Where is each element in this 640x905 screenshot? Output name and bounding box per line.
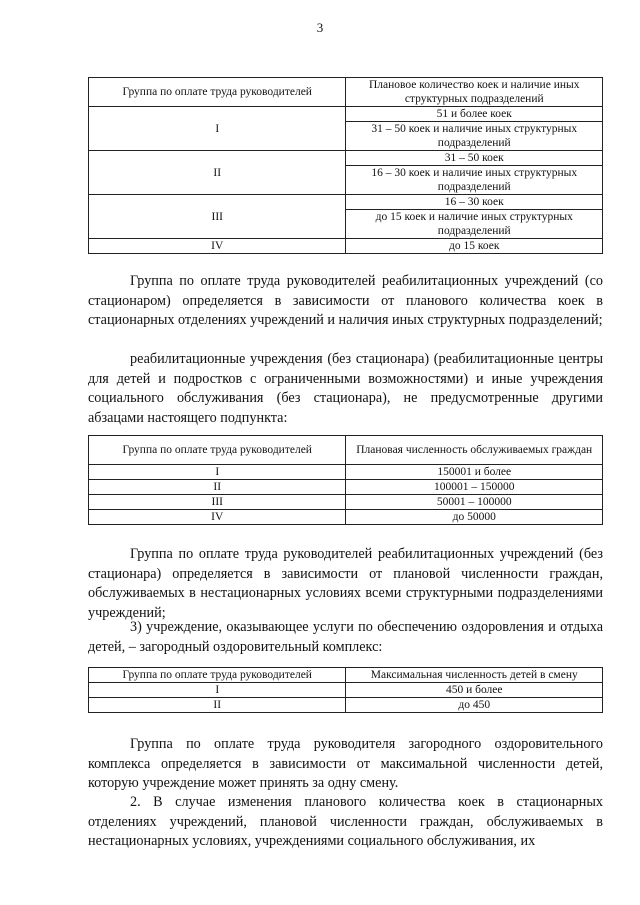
table-row — [89, 510, 603, 525]
table-header-row — [89, 78, 603, 107]
group-cell: III — [89, 495, 346, 510]
criteria-cell: 31 – 50 коек — [346, 151, 603, 166]
paragraph: Группа по оплате труда руководителей реабилитационных учреждений (со стационаром) определяется в зависимости от планового количества коек в стационарных отделениях учреждений и наличия иных структурных подразделений; — [88, 273, 603, 328]
value-cell: 150001 и более — [346, 465, 603, 480]
group-cell: I — [89, 465, 346, 480]
table-row — [89, 195, 603, 210]
table-children — [88, 667, 603, 713]
table-row — [89, 480, 603, 495]
paragraph: 3) учреждение, оказывающее услуги по обеспечению оздоровления и отдыха детей, – загородный оздоровительный комплекс: — [88, 619, 603, 655]
table-row — [89, 239, 603, 254]
header-beds: Плановое количество коек и наличие иных структурных подразделений — [346, 78, 603, 107]
criteria-cell: 16 – 30 коек и наличие иных структурных подразделений — [346, 166, 603, 195]
paragraph: 2. В случае изменения планового количества коек в стационарных отделениях учреждений, плановой численности граждан, обслуживаемых в нестационарных условиях, учреждениями социального обслуживания, их — [88, 794, 603, 849]
value-cell: до 50000 — [346, 510, 603, 525]
table-row — [89, 698, 603, 713]
header-group: Группа по оплате труда руководителей — [89, 78, 346, 107]
table-row — [89, 683, 603, 698]
group-cell: III — [89, 195, 346, 239]
header-group: Группа по оплате труда руководителей — [89, 436, 346, 465]
paragraph: Группа по оплате труда руководителей реабилитационных учреждений (без стационара) определяется в зависимости от плановой численности граждан, обслуживаемых в нестационарных условиях всеми структурными подразделениями учреждений; — [88, 546, 603, 621]
table-row — [89, 495, 603, 510]
paragraph: Группа по оплате труда руководителя загородного оздоровительного комплекса определяется в зависимости от максимальной численности детей, которую учреждение может принять за одну смену. — [88, 736, 603, 791]
group-cell: II — [89, 480, 346, 495]
value-cell: 50001 – 100000 — [346, 495, 603, 510]
criteria-cell: 31 – 50 коек и наличие иных структурных подразделений — [346, 122, 603, 151]
criteria-cell: до 15 коек и наличие иных структурных подразделений — [346, 210, 603, 239]
value-cell: 100001 – 150000 — [346, 480, 603, 495]
group-cell: IV — [89, 510, 346, 525]
criteria-cell: 51 и более коек — [346, 107, 603, 122]
criteria-cell: до 15 коек — [346, 239, 603, 254]
header-group: Группа по оплате труда руководителей — [89, 668, 346, 683]
table-row — [89, 465, 603, 480]
value-cell: до 450 — [346, 698, 603, 713]
page-number: 3 — [316, 20, 324, 35]
table-beds — [88, 77, 603, 254]
group-cell: II — [89, 698, 346, 713]
group-cell: IV — [89, 239, 346, 254]
group-cell: I — [89, 683, 346, 698]
header-children: Максимальная численность детей в смену — [346, 668, 603, 683]
criteria-cell: 16 – 30 коек — [346, 195, 603, 210]
table-row — [89, 107, 603, 122]
table-row — [89, 151, 603, 166]
table-header-row — [89, 436, 603, 465]
table-citizens — [88, 435, 603, 525]
header-citizens: Плановая численность обслуживаемых граждан — [346, 436, 603, 465]
group-cell: II — [89, 151, 346, 195]
table-header-row — [89, 668, 603, 683]
paragraph: реабилитационные учреждения (без стационара) (реабилитационные центры для детей и подростков с ограниченными возможностями) и иные учреждения социального обслуживания (без стационара), не предусмотренные другими абзацами настоящего подпункта: — [88, 351, 603, 426]
value-cell: 450 и более — [346, 683, 603, 698]
group-cell: I — [89, 107, 346, 151]
